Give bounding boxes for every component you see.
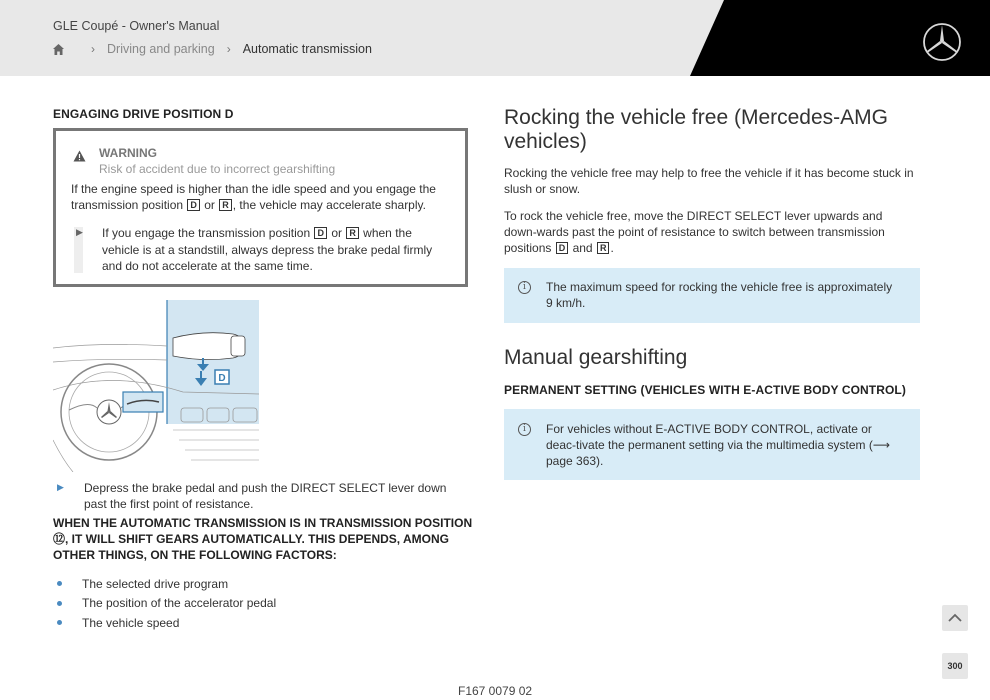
permanent-setting-heading: PERMANENT SETTING (VEHICLES WITH E-ACTIVE BODY CONTROL) bbox=[504, 383, 906, 397]
key-d-badge: D bbox=[314, 227, 327, 239]
illustration-d-label: D bbox=[218, 373, 226, 384]
bullet-dot-icon bbox=[57, 581, 62, 586]
warning-item-text bbox=[102, 225, 452, 275]
warning-item-part: or bbox=[331, 226, 342, 240]
breadcrumb bbox=[52, 42, 372, 56]
info-text-speed: The maximum speed for rocking the vehicle free is approximately 9 km/h. bbox=[546, 280, 893, 310]
breadcrumb-current: Automatic transmission bbox=[242, 42, 372, 56]
list-item-text: The position of the accelerator pedal bbox=[82, 596, 277, 611]
list-item-text: The vehicle speed bbox=[82, 615, 180, 630]
warning-text-part: , the vehicle may accelerate sharply. bbox=[232, 198, 426, 212]
warning-text-part: If the engine speed is higher than the idle speed and you engage the transmission position bbox=[71, 182, 436, 212]
factors-list bbox=[57, 574, 276, 633]
rocking-text-part: and bbox=[572, 241, 593, 255]
info-icon: i bbox=[518, 423, 531, 436]
figure-code: F167 0079 02 bbox=[458, 684, 533, 698]
rocking-paragraph-1: Rocking the vehicle free may help to free the vehicle if it has become stuck in slush or snow. bbox=[504, 166, 914, 196]
steering-wheel-illustration bbox=[53, 300, 263, 472]
info-box-permanent bbox=[504, 409, 920, 480]
chevron-right-icon: › bbox=[226, 42, 231, 56]
warning-box bbox=[53, 128, 468, 287]
key-r-badge: R bbox=[346, 227, 359, 239]
factors-heading: WHEN THE AUTOMATIC TRANSMISSION IS IN TRANSMISSION POSITION ⑫, IT WILL SHIFT GEARS AUTOMATICALLY. THIS DEPENDS, AMONG OTHER THINGS, ON THE FOLLOWING FACTORS: bbox=[53, 516, 473, 562]
warning-text bbox=[71, 181, 449, 213]
bullet-dot-icon bbox=[57, 601, 62, 606]
warning-item-part: If you engage the transmission position bbox=[102, 226, 311, 240]
page-number-button[interactable]: 300 bbox=[942, 653, 968, 679]
manual-title: GLE Coupé - Owner's Manual bbox=[53, 19, 220, 33]
bullet-dot-icon bbox=[57, 620, 62, 625]
chevron-up-icon bbox=[942, 605, 968, 631]
key-d-badge: D bbox=[187, 199, 200, 211]
warning-triangle-icon bbox=[73, 150, 86, 162]
info-icon: i bbox=[518, 281, 531, 294]
home-icon[interactable] bbox=[52, 43, 65, 56]
warning-title: WARNING bbox=[99, 146, 157, 160]
warning-text-part: or bbox=[204, 198, 215, 212]
list-item bbox=[57, 613, 276, 633]
manual-gearshifting-title: Manual gearshifting bbox=[504, 346, 688, 369]
chevron-right-icon: › bbox=[91, 42, 95, 56]
key-r-badge: R bbox=[597, 242, 610, 254]
key-r-badge: R bbox=[219, 199, 232, 211]
warning-item-part: when the vehicle is at a standstill, always depress the brake pedal firmly and do not accelerate at the same time. bbox=[102, 226, 433, 273]
key-d-badge: D bbox=[556, 242, 569, 254]
list-item bbox=[57, 574, 276, 594]
list-item bbox=[57, 594, 276, 614]
header-bar bbox=[0, 0, 990, 76]
triangle-bullet-icon: ▶ bbox=[76, 227, 83, 237]
warning-subtitle: Risk of accident due to incorrect gearshifting bbox=[99, 162, 336, 176]
info-box-speed bbox=[504, 268, 920, 323]
step-instruction: Depress the brake pedal and push the DIRECT SELECT lever down past the first point of resistance. bbox=[84, 481, 447, 511]
rocking-title: Rocking the vehicle free (Mercedes-AMG vehicles) bbox=[504, 106, 888, 153]
breadcrumb-link-driving[interactable]: Driving and parking bbox=[107, 42, 215, 56]
step-triangle-icon: ▶ bbox=[57, 482, 64, 492]
rocking-text-part: To rock the vehicle free, move the DIRECT SELECT lever upwards and down-wards past the point of resistance to switch between transmission positions bbox=[504, 209, 885, 255]
scroll-to-top-button[interactable] bbox=[942, 605, 968, 631]
mercedes-star-logo-icon[interactable] bbox=[922, 22, 962, 62]
list-item-text: The selected drive program bbox=[82, 576, 229, 591]
info-text-permanent[interactable]: For vehicles without E-ACTIVE BODY CONTROL, activate or deac-tivate the permanent setting via the multimedia system (⟶ page 363). bbox=[546, 422, 891, 468]
rocking-paragraph-2 bbox=[504, 208, 916, 256]
engaging-heading: ENGAGING DRIVE POSITION D bbox=[53, 107, 234, 121]
rocking-text-part: . bbox=[610, 241, 614, 255]
